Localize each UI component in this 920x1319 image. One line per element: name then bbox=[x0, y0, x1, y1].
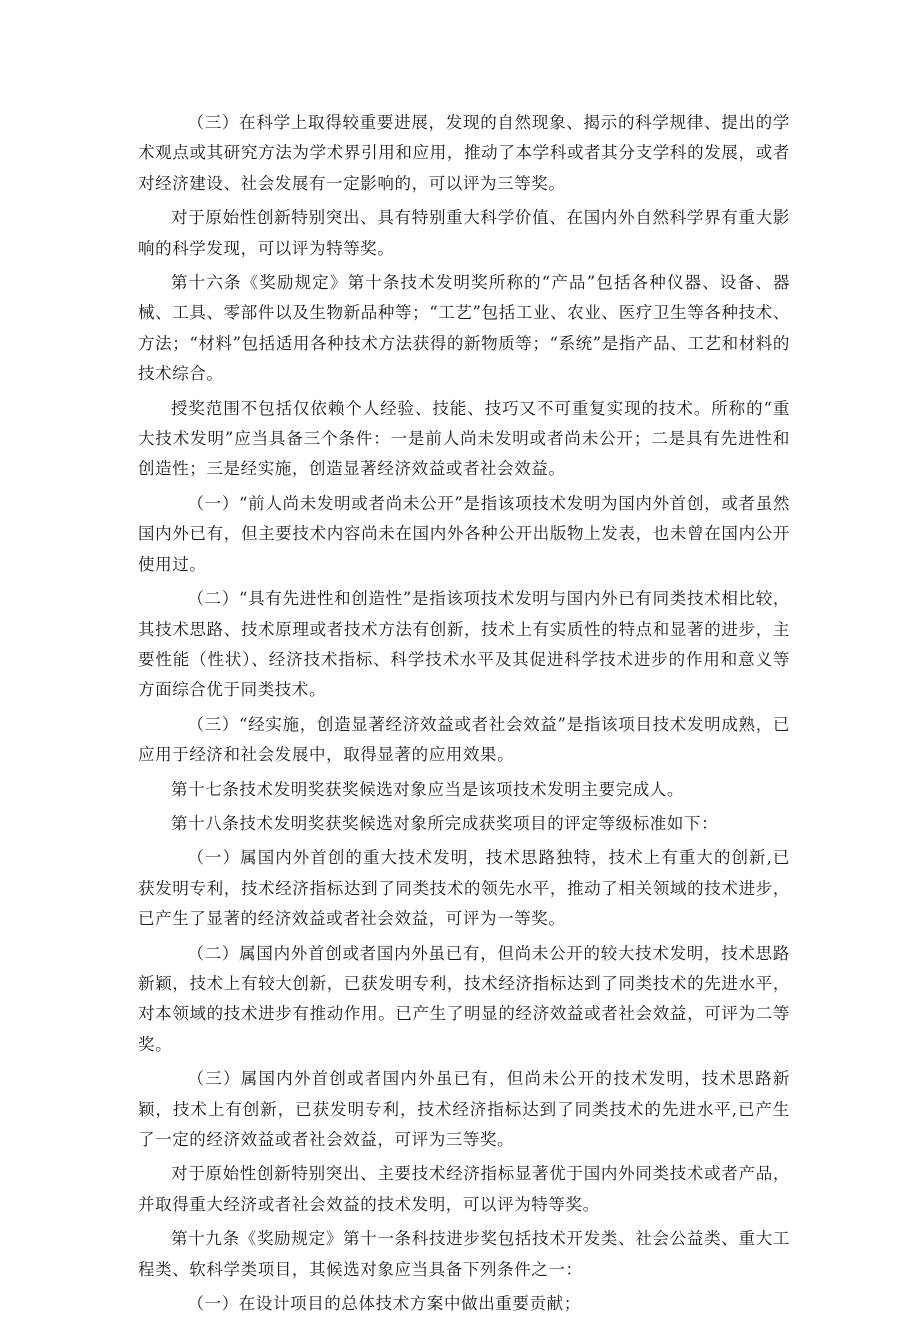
paragraph-9: 第十八条技术发明奖获奖候选对象所完成获奖项目的评定等级标准如下： bbox=[171, 813, 719, 833]
paragraph-14: 第十九条《奖励规定》第十一条科技进步奖包括技术开发类、社会公益类、重大工程类、软科学类项目，其候选对象应当具备下列条件之一： bbox=[138, 1229, 790, 1279]
paragraph-3: 第十六条《奖励规定》第十条技术发明奖所称的“产品”包括各种仪器、设备、器械、工具、零部件以及生物新品种等；“工艺”包括工业、农业、医疗卫生等各种技术、方法；“材料”包括适用各种技术方法获得的新物质等；“系统”是指产品、工艺和材料的技术综合。 bbox=[138, 273, 790, 384]
paragraph-11: （二）属国内外首创或者国内外虽已有，但尚未公开的较大技术发明，技术思路新颖，技术上有较大创新，已获发明专利，技术经济指标达到了同类技术的先进水平，对本领域的技术进步有推动作用。已产生了明显的经济效益或者社会效益，可评为二等奖。 bbox=[138, 943, 790, 1054]
paragraph-1: （三）在科学上取得较重要进展，发现的自然现象、揭示的科学规律、提出的学术观点或其研究方法为学术界引用和应用，推动了本学科或者其分支学科的发展，或者对经济建设、社会发展有一定影响的，可以评为三等奖。 bbox=[138, 113, 790, 193]
paragraph-2: 对于原始性创新特别突出、具有特别重大科学价值、在国内外自然科学界有重大影响的科学发现，可以评为特等奖。 bbox=[138, 208, 790, 258]
paragraph-4: 授奖范围不包括仅依赖个人经验、技能、技巧又不可重复实现的技术。所称的“重大技术发明”应当具备三个条件：一是前人尚未发明或者尚未公开；二是具有先进性和创造性；三是经实施，创造显著经济效益或者社会效益。 bbox=[138, 398, 790, 479]
paragraph-10: （一）属国内外首创的重大技术发明，技术思路独特，技术上有重大的创新,已获发明专利，技术经济指标达到了同类技术的领先水平，推动了相关领域的技术进步，已产生了显著的经济效益或者社会效益，可评为一等奖。 bbox=[138, 848, 790, 929]
document-page bbox=[138, 108, 790, 1319]
paragraph-15: （一）在设计项目的总体技术方案中做出重要贡献； bbox=[187, 1294, 581, 1314]
paragraph-12: （三）属国内外首创或者国内外虽已有，但尚未公开的技术发明，技术思路新颖，技术上有创新，已获发明专利，技术经济指标达到了同类技术的先进水平,已产生了一定的经济效益或者社会效益，可评为三等奖。 bbox=[138, 1069, 790, 1149]
paragraph-6: （二）“具有先进性和创造性”是指该项技术发明与国内外已有同类技术相比较，其技术思路、技术原理或者技术方法有创新，技术上有实质性的特点和显著的进步，主要性能（性状）、经济技术指标、科学技术水平及其促进科学技术进步的作用和意义等方面综合优于同类技术。 bbox=[138, 589, 790, 700]
paragraph-13: 对于原始性创新特别突出、主要技术经济指标显著优于国内外同类技术或者产品，并取得重大经济或者社会效益的技术发明，可以评为特等奖。 bbox=[138, 1164, 790, 1214]
paragraph-5: （一）“前人尚未发明或者尚未公开”是指该项技术发明为国内外首创，或者虽然国内外已有，但主要技术内容尚未在国内外各种公开出版物上发表，也未曾在国内公开使用过。 bbox=[138, 493, 790, 574]
paragraph-7: （三）“经实施，创造显著经济效益或者社会效益”是指该项目技术发明成熟，已应用于经济和社会发展中，取得显著的应用效果。 bbox=[138, 714, 790, 765]
paragraph-8: 第十七条技术发明奖获奖候选对象应当是该项技术发明主要完成人。 bbox=[171, 779, 684, 799]
